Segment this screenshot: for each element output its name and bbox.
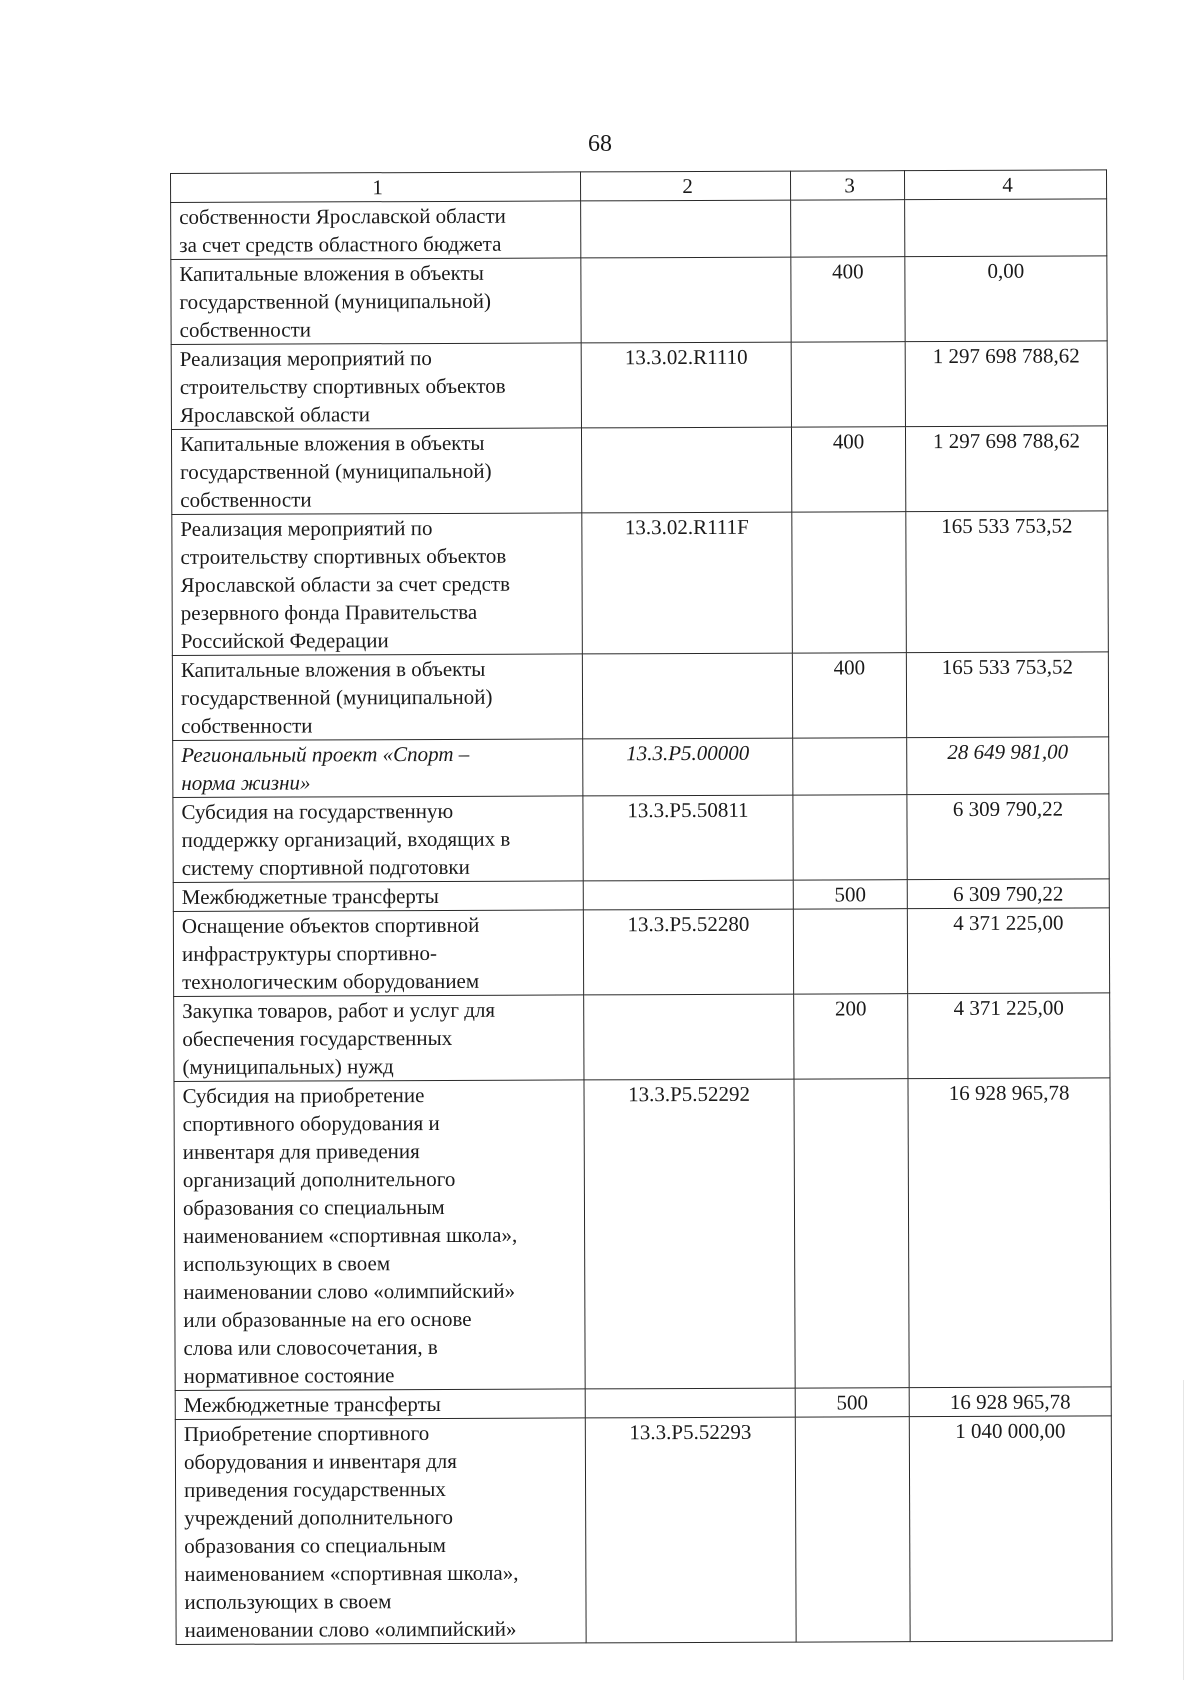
table-row [172,511,1109,656]
row-amount-cell [905,199,1107,257]
table-row [173,879,1109,912]
row-code-cell: 13.3.P5.00000 [583,738,793,796]
row-name-cell: Реализация мероприятий по строительству спортивных объектов Ярославской области [171,343,581,430]
row-code-cell [581,200,791,258]
row-code-cell: 13.3.02.R1110 [581,342,791,428]
row-name-cell: Приобретение спортивного оборудования и инвентаря для приведения государственных учреждений дополнительного образования со специальным наименованием «спортивная школа», использующих в своем наименовании слово «олимпийский» [175,1418,586,1645]
row-amount-cell: 4 371 225,00 [907,908,1109,994]
table-row [174,1078,1111,1391]
table-row [173,908,1109,997]
row-amount-cell: 16 928 965,78 [909,1387,1111,1417]
row-amount-cell: 1 297 698 788,62 [905,426,1107,512]
row-type-cell [793,738,907,795]
row-name-cell: Региональный проект «Спорт – норма жизни» [173,739,583,798]
row-type-cell: 200 [794,994,908,1079]
row-name-cell: Межбюджетные трансферты [175,1389,585,1420]
table-row [175,1416,1112,1645]
row-name-cell: Закупка товаров, работ и услуг для обеспечения государственных (муниципальных) нужд [174,995,584,1082]
row-code-cell: 13.3.P5.52280 [583,909,793,995]
row-code-cell [583,880,793,910]
row-amount-cell: 16 928 965,78 [908,1078,1111,1388]
table-row [173,737,1109,798]
table-row [171,256,1107,345]
table-row [174,993,1110,1082]
row-code-cell: 13.3.P5.50811 [583,795,793,881]
table-row [172,652,1108,741]
table-row [171,426,1107,515]
row-name-cell: Капитальные вложения в объекты государственной (муниципальной) собственности [171,258,581,345]
row-code-cell [585,1388,795,1418]
row-name-cell: Межбюджетные трансферты [173,881,583,912]
header-col-2: 2 [580,171,790,201]
scan-artifact [1183,1380,1184,1680]
budget-table [170,169,1113,1645]
row-amount-cell: 4 371 225,00 [908,993,1110,1079]
row-type-cell [791,200,905,257]
row-type-cell [791,342,905,427]
row-type-cell [795,1417,910,1642]
table-row [171,199,1107,260]
row-code-cell: 13.3.P5.52293 [585,1417,796,1643]
row-type-cell [793,795,907,880]
row-type-cell: 500 [795,1388,909,1417]
row-code-cell: 13.3.P5.52292 [584,1079,795,1389]
row-type-cell: 400 [791,427,905,512]
row-name-cell: Оснащение объектов спортивной инфраструктуры спортивно- технологическим оборудованием [173,910,583,997]
row-type-cell [793,909,907,994]
header-col-4: 4 [904,170,1106,200]
row-code-cell: 13.3.02.R111F [582,512,793,654]
row-code-cell [584,994,794,1080]
row-amount-cell: 28 649 981,00 [907,737,1109,795]
page-number: 68 [588,131,612,157]
row-name-cell: собственности Ярославской области за счет средств областного бюджета [171,201,581,260]
row-name-cell: Субсидия на приобретение спортивного оборудования и инвентаря для приведения организаций дополнительного образования со специальным наименованием «спортивная школа», использующих в своем наименовании слово «олимпийский» или образованные на его основе слова или словосочетания, в нормативное состояние [174,1080,585,1391]
row-amount-cell: 1 040 000,00 [909,1416,1112,1642]
table-row [175,1387,1111,1420]
row-type-cell: 400 [792,653,906,738]
row-code-cell [581,257,791,343]
row-amount-cell: 6 309 790,22 [907,794,1109,880]
row-amount-cell: 6 309 790,22 [907,879,1109,909]
table-body [171,170,1113,1645]
row-amount-cell: 165 533 753,52 [906,511,1109,653]
row-name-cell: Капитальные вложения в объекты государственной (муниципальной) собственности [172,654,582,741]
row-type-cell: 400 [791,257,905,342]
header-col-3: 3 [790,171,904,200]
row-name-cell: Реализация мероприятий по строительству спортивных объектов Ярославской области за счет средств резервного фонда Правительства Российской Федерации [172,513,583,656]
table-header-row [171,170,1107,203]
row-amount-cell: 165 533 753,52 [906,652,1108,738]
row-code-cell [582,653,792,739]
row-type-cell [792,512,907,653]
header-col-1: 1 [171,172,581,203]
row-name-cell: Субсидия на государственную поддержку организаций, входящих в систему спортивной подготовки [173,796,583,883]
row-amount-cell: 1 297 698 788,62 [905,341,1107,427]
row-code-cell [581,427,791,513]
row-amount-cell: 0,00 [905,256,1107,342]
table-row [171,341,1107,430]
row-type-cell: 500 [793,880,907,909]
table-row [173,794,1109,883]
row-type-cell [794,1079,909,1388]
row-name-cell: Капитальные вложения в объекты государственной (муниципальной) собственности [171,428,581,515]
